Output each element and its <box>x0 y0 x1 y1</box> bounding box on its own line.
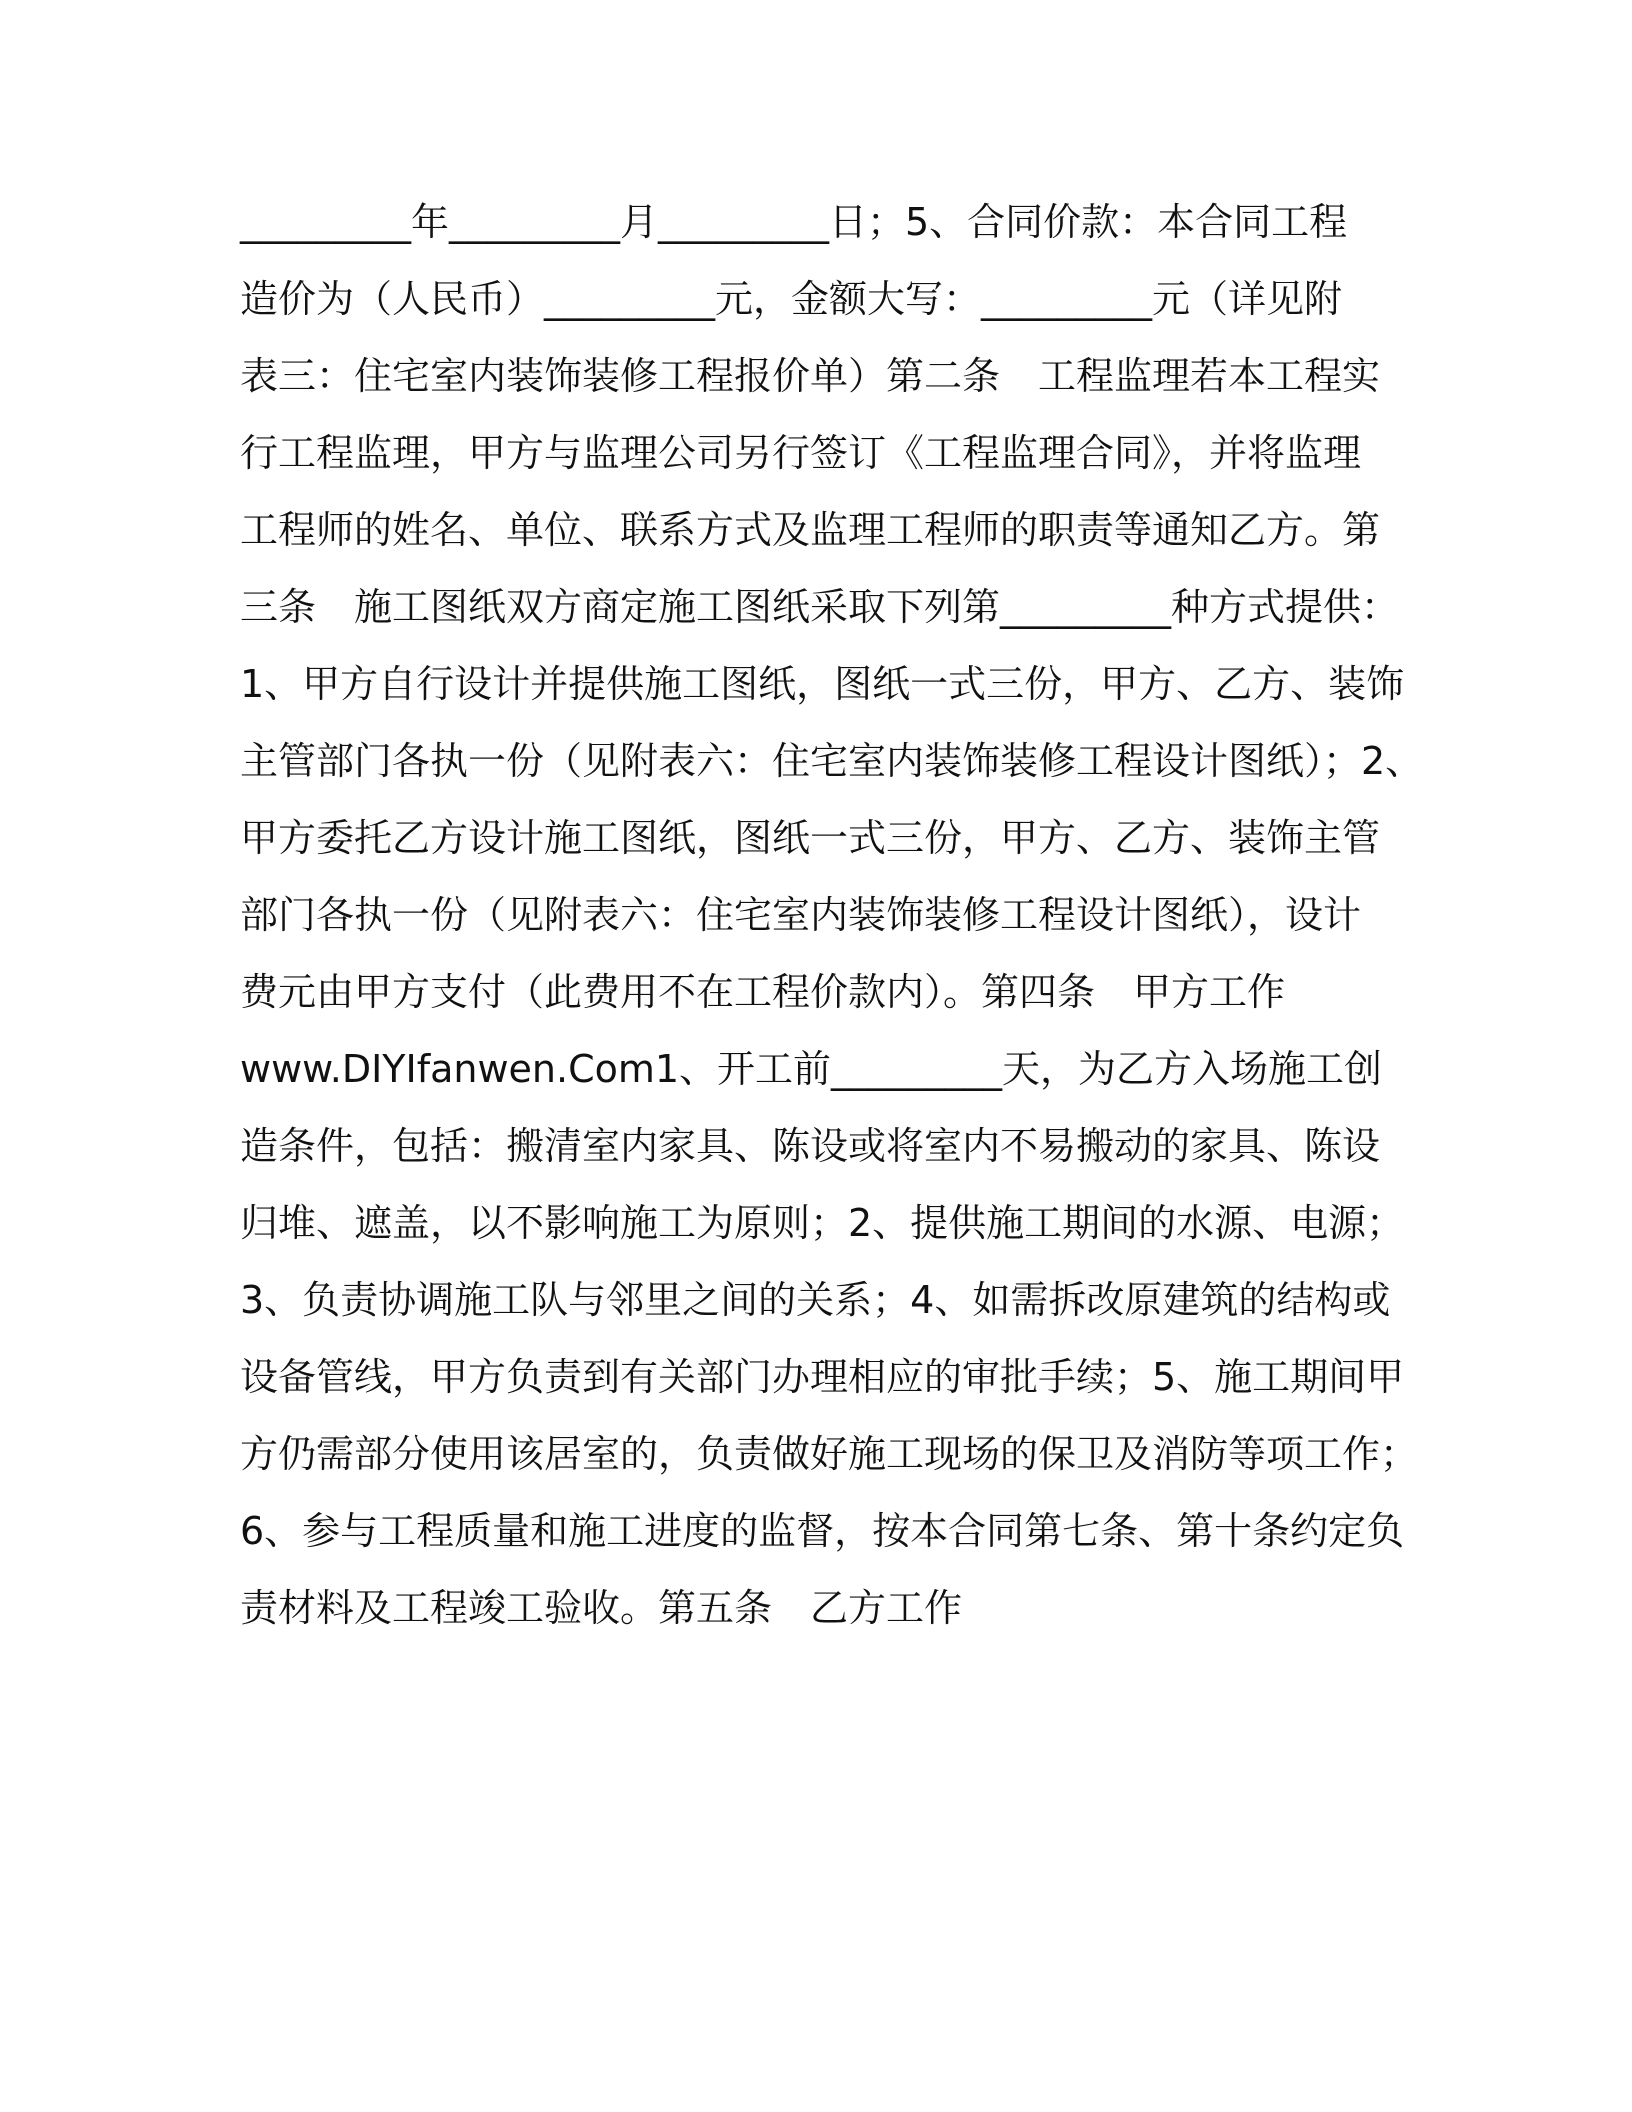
contract-body-text <box>240 184 1440 1647</box>
text-line: 6、参与工程质量和施工进度的监督，按本合同第七条、第十条约定负 <box>240 1509 1405 1553</box>
text-line: 表三：住宅室内装饰装修工程报价单）第二条 工程监理若本工程实 <box>240 354 1381 398</box>
text-line: 造价为（人民币）_________元，金额大写：_________元（详见附 <box>240 277 1343 321</box>
text-line: 甲方委托乙方设计施工图纸，图纸一式三份，甲方、乙方、装饰主管 <box>240 816 1381 860</box>
text-line: 造条件，包括：搬清室内家具、陈设或将室内不易搬动的家具、陈设 <box>240 1124 1381 1168</box>
text-line: 责材料及工程竣工验收。第五条 乙方工作 <box>240 1586 963 1630</box>
text-line: 三条 施工图纸双方商定施工图纸采取下列第_________种方式提供： <box>240 585 1400 629</box>
text-line: 设备管线，甲方负责到有关部门办理相应的审批手续；5、施工期间甲 <box>240 1355 1405 1399</box>
text-line: 3、负责协调施工队与邻里之间的关系；4、如需拆改原建筑的结构或 <box>240 1278 1391 1322</box>
text-line: 方仍需部分使用该居室的，负责做好施工现场的保卫及消防等项工作； <box>240 1432 1419 1476</box>
text-line: 部门各执一份（见附表六：住宅室内装饰装修工程设计图纸），设计 <box>240 893 1362 937</box>
text-line: www.DIYIfanwen.Com1、开工前_________天，为乙方入场施工创 <box>240 1047 1383 1091</box>
text-line: 工程师的姓名、单位、联系方式及监理工程师的职责等通知乙方。第 <box>240 508 1381 552</box>
text-line: 行工程监理，甲方与监理公司另行签订《工程监理合同》，并将监理 <box>240 431 1362 475</box>
text-line: 主管部门各执一份（见附表六：住宅室内装饰装修工程设计图纸）；2、 <box>240 739 1424 783</box>
text-line: _________年_________月_________日；5、合同价款：本合同工程 <box>240 200 1348 244</box>
text-line: 归堆、遮盖，以不影响施工为原则；2、提供施工期间的水源、电源； <box>240 1201 1405 1245</box>
text-line: 费元由甲方支付（此费用不在工程价款内）。第四条 甲方工作 <box>240 970 1286 1014</box>
text-line: 1、甲方自行设计并提供施工图纸，图纸一式三份，甲方、乙方、装饰 <box>240 662 1405 706</box>
